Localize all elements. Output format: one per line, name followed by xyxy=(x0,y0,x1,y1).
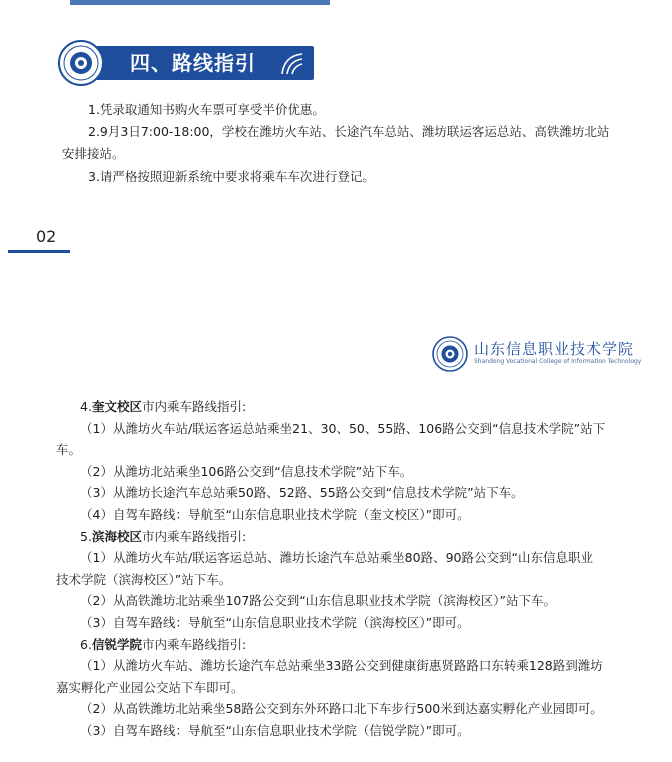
intro-text-4: 3.请严格按照迎新系统中要求将乘车车次进行登记。 xyxy=(88,169,375,184)
section-banner xyxy=(56,40,314,86)
route-item: （1）从潍坊火车站、潍坊长途汽车总站乘坐33路公交到健康街惠贤路路口东转乘128路到潍坊 xyxy=(80,658,603,674)
intro-line-1 xyxy=(62,100,622,120)
swirl-decor-icon xyxy=(278,50,306,76)
college-name-en: Shandong Vocational College of Information Technology xyxy=(474,358,642,365)
campus-num: 5. xyxy=(80,528,92,544)
intro-line-3 xyxy=(62,144,622,164)
route-item: （1）从潍坊火车站/联运客运总站乘坐21、30、50、55路、106路公交到“信息技术学院”站下 xyxy=(80,420,606,436)
route-item: （2）从高铁潍坊北站乘坐58路公交到东外环路口北下车步行500米到达嘉实孵化产业园即可。 xyxy=(80,701,603,717)
intro-text-2: 2.9月3日7:00-18:00，学校在潍坊火车站、长途汽车总站、潍坊联运客运总站、高铁潍坊北站 xyxy=(88,124,610,139)
campus-name: 奎文校区 xyxy=(91,399,142,414)
campus-heading xyxy=(56,634,636,656)
top-decor-strip xyxy=(70,0,330,5)
campus-suffix: 市内乘车路线指引: xyxy=(141,528,247,544)
route-item: （3）自驾车路线：导航至“山东信息职业技术学院（信锐学院）”即可。 xyxy=(80,722,470,738)
campus-heading xyxy=(56,396,636,418)
route-item-cont: 技术学院（滨海校区）”站下车。 xyxy=(56,571,232,587)
college-name-cn: 山东信息职业技术学院 xyxy=(474,340,635,358)
campus-name: 滨海校区 xyxy=(91,528,142,544)
campus-name: 信锐学院 xyxy=(91,636,142,652)
route-item-cont: 车。 xyxy=(56,442,82,458)
campus-heading xyxy=(56,526,636,548)
intro-line-4 xyxy=(62,167,622,187)
intro-text-1: 1.凭录取通知书购火车票可享受半价优惠。 xyxy=(88,102,325,117)
intro-text-3: 安排接站。 xyxy=(62,146,125,161)
campus-suffix: 市内乘车路线指引: xyxy=(141,399,247,414)
campus-num: 6. xyxy=(80,636,92,652)
campus-num: 4. xyxy=(80,399,92,414)
route-guide-body xyxy=(56,396,636,742)
route-item: （1）从潍坊火车站/联运客运总站、潍坊长途汽车总站乘坐80路、90路公交到“山东信息职业 xyxy=(80,550,593,566)
college-brand xyxy=(432,336,642,376)
route-item: （3）自驾车路线：导航至“山东信息职业技术学院（滨海校区）”即可。 xyxy=(80,614,470,630)
page-number-underline xyxy=(8,250,70,253)
college-logo-icon xyxy=(58,40,104,86)
route-item: （4）自驾车路线：导航至“山东信息职业技术学院（奎文校区）”即可。 xyxy=(80,506,470,522)
route-item-cont: 嘉实孵化产业园公交站下车即可。 xyxy=(56,679,244,695)
page-number: 02 xyxy=(36,227,57,246)
college-seal-icon xyxy=(432,336,468,372)
intro-line-2 xyxy=(62,122,622,142)
section-title: 四、路线指引 xyxy=(130,51,256,75)
route-item: （3）从潍坊长途汽车总站乘50路、52路、55路公交到“信息技术学院”站下车。 xyxy=(80,485,524,501)
route-item: （2）从高铁潍坊北站乘坐107路公交到“山东信息职业技术学院（滨海校区）”站下车。 xyxy=(80,593,557,609)
campus-suffix: 市内乘车路线指引: xyxy=(141,636,247,652)
route-item: （2）从潍坊北站乘坐106路公交到“信息技术学院”站下车。 xyxy=(80,463,413,479)
